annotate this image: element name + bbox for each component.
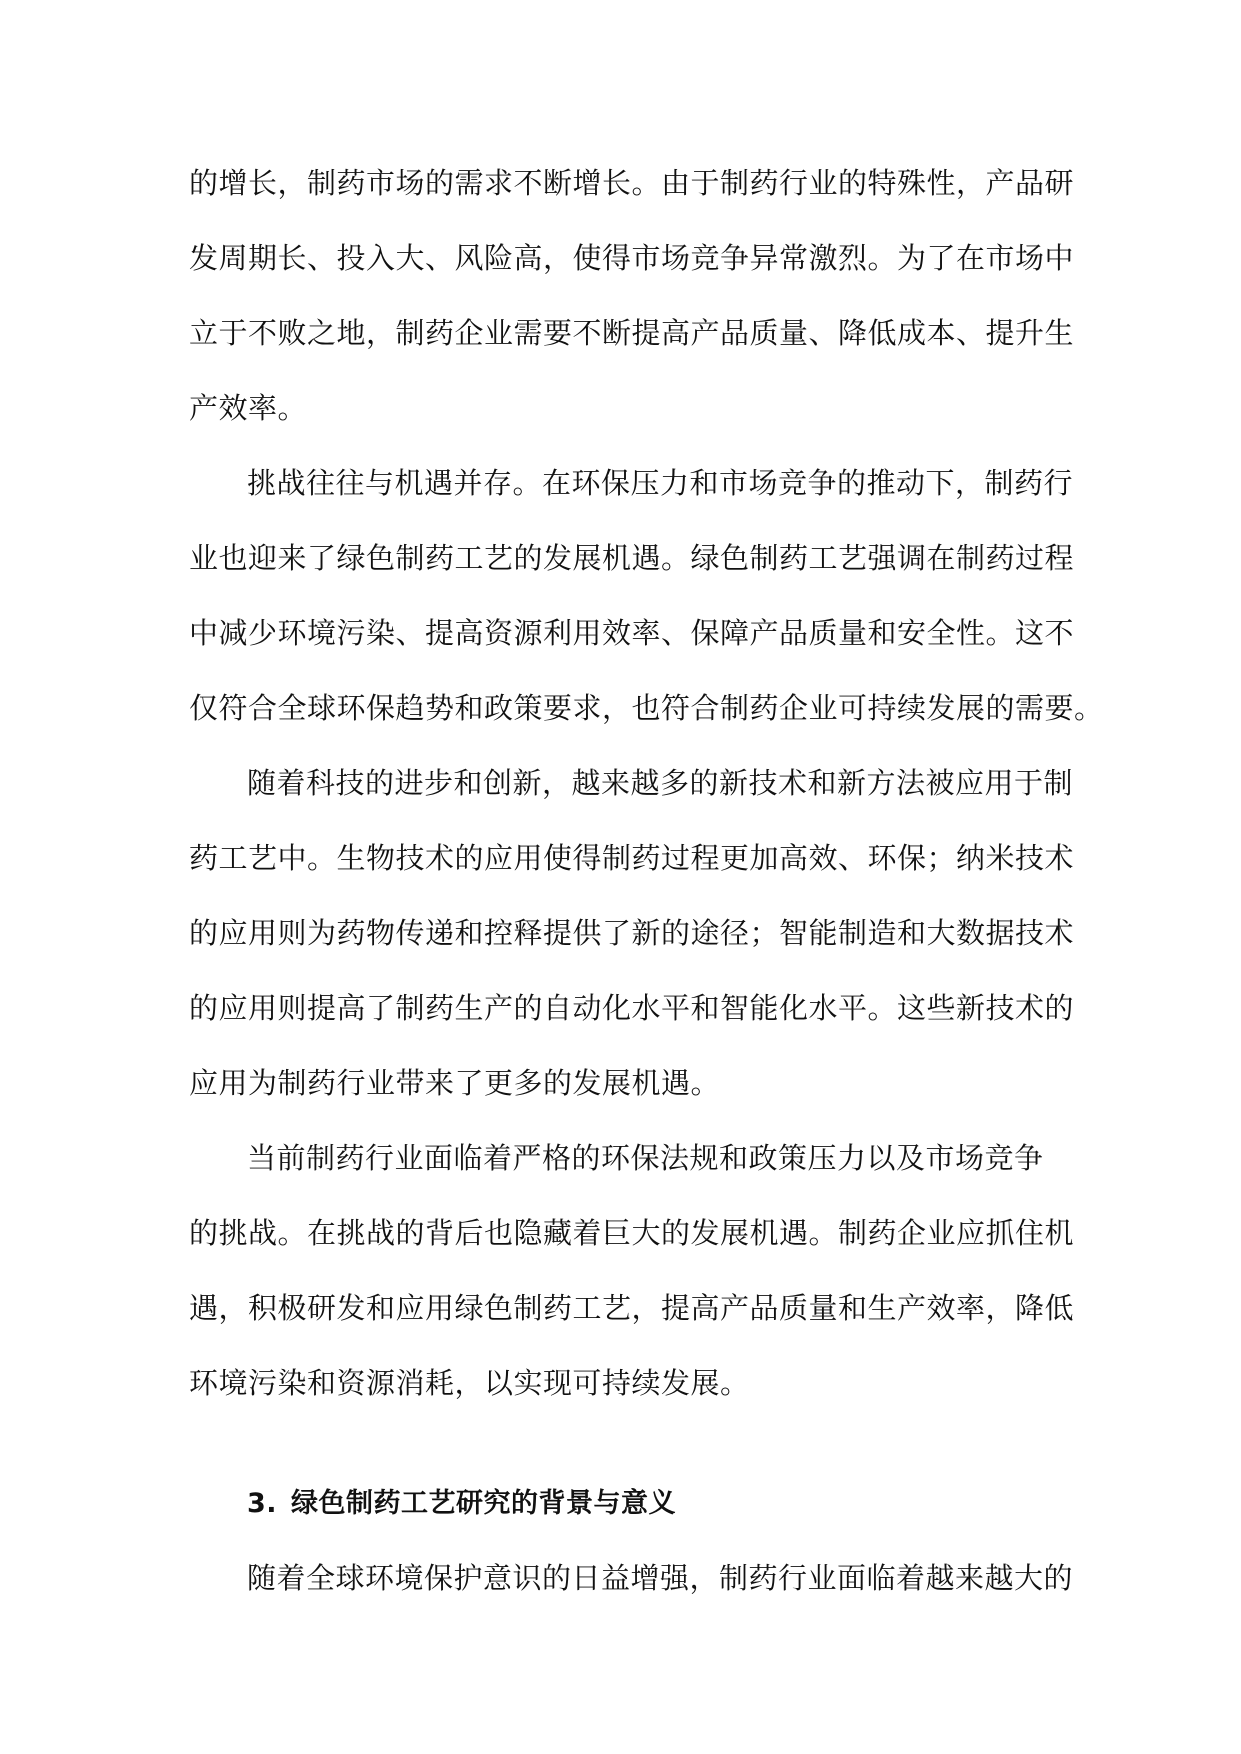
paragraph-line: 立于不败之地，制药企业需要不断提高产品质量、降低成本、提升生	[189, 316, 1075, 350]
section-title: 绿色制药工艺研究的背景与意义	[291, 1488, 677, 1519]
paragraph-line: 的挑战。在挑战的背后也隐藏着巨大的发展机遇。制药企业应抓住机	[189, 1216, 1075, 1250]
paragraph-line: 随着科技的进步和创新，越来越多的新技术和新方法被应用于制	[247, 766, 1074, 800]
section-heading	[189, 1466, 1057, 1541]
paragraph-line: 的应用则提高了制药生产的自动化水平和智能化水平。这些新技术的	[189, 991, 1075, 1025]
paragraph-line: 中减少环境污染、提高资源利用效率、保障产品质量和安全性。这不	[189, 616, 1075, 650]
paragraph	[189, 1541, 1074, 1616]
paragraph	[189, 146, 1075, 446]
paragraph-line: 当前制药行业面临着严格的环保法规和政策压力以及市场竞争	[247, 1141, 1044, 1175]
paragraph-line: 环境污染和资源消耗，以实现可持续发展。	[189, 1366, 750, 1400]
paragraph	[189, 746, 1075, 1121]
paragraph-line: 应用为制药行业带来了更多的发展机遇。	[189, 1066, 721, 1100]
paragraph-line: 的增长，制药市场的需求不断增长。由于制药行业的特殊性，产品研	[189, 166, 1075, 200]
section-number: 3.	[247, 1488, 278, 1519]
paragraph-line: 发周期长、投入大、风险高，使得市场竞争异常激烈。为了在市场中	[189, 241, 1075, 275]
paragraph-line: 仅符合全球环保趋势和政策要求，也符合制药企业可持续发展的需要。	[189, 691, 1104, 725]
paragraph-line: 的应用则为药物传递和控释提供了新的途径；智能制造和大数据技术	[189, 916, 1075, 950]
paragraph-line: 随着全球环境保护意识的日益增强，制药行业面临着越来越大的	[247, 1561, 1074, 1595]
paragraph-line: 业也迎来了绿色制药工艺的发展机遇。绿色制药工艺强调在制药过程	[189, 541, 1075, 575]
document-body	[189, 146, 1104, 1616]
paragraph	[189, 446, 1104, 746]
paragraph	[189, 1121, 1075, 1421]
paragraph-line: 产效率。	[189, 391, 308, 425]
paragraph-line: 遇，积极研发和应用绿色制药工艺，提高产品质量和生产效率，降低	[189, 1291, 1075, 1325]
paragraph-line: 挑战往往与机遇并存。在环保压力和市场竞争的推动下，制药行	[247, 466, 1074, 500]
paragraph-line: 药工艺中。生物技术的应用使得制药过程更加高效、环保；纳米技术	[189, 841, 1075, 875]
